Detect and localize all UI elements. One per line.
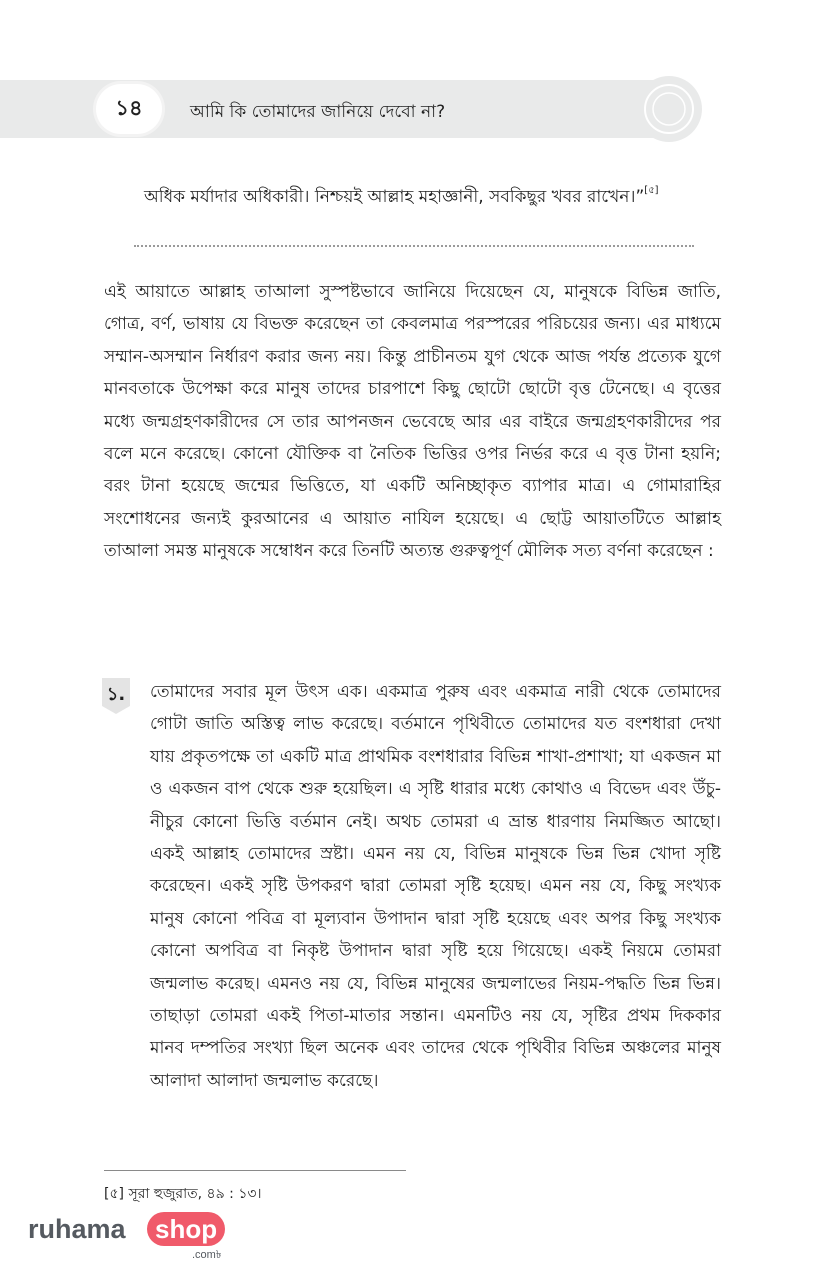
list-number: ১.: [106, 684, 126, 705]
footnote-marker: [৫]: [104, 1186, 125, 1202]
body-paragraph: এই আয়াতে আল্লাহ তাআলা সুস্পষ্টভাবে জানিয়ে দিয়েছেন যে, মানুষকে বিভিন্ন জাতি, গোত্র, বর্ণ, ভাষায় যে বিভক্ত করেছেন তা কেবলমাত্র পরস্পরের পরিচয়ের জন্য। এর মাধ্যমে সম্মান-অসম্মান নির্ধারণ করার জন্য নয়। কিন্তু প্রাচীনতম যুগ থেকে আজ পর্যন্ত প্রত্যেক যুগে মানবতাকে উপেক্ষা করে মানুষ তাদের চারপাশে কিছু ছোটো ছোটো বৃত্ত টেনেছে। এ বৃত্তের মধ্যে জন্মগ্রহণকারীদের সে তার আপনজন ভেবেছে আর এর বাইরে জন্মগ্রহণকারীদের পর বলে মনে করেছে। কোনো যৌক্তিক বা নৈতিক ভিত্তির ওপর নির্ভর করে এ বৃত্ত টানা হয়নি; বরং টানা হয়েছে জন্মের ভিত্তিতে, যা একটি অনিচ্ছাকৃত ব্যাপার মাত্র। এ গোমারাহির সংশোধনের জন্যই কুরআনের এ আয়াত নাযিল হয়েছে। এ ছোট্ট আয়াতটিতে আল্লাহ তাআলা সমস্ত মানুষকে সম্বোধন করে তিনটি অত্যন্ত গুরুত্বপূর্ণ মৌলিক সত্য বর্ণনা করেছেন :: [104, 282, 721, 562]
footnote: [104, 1182, 262, 1206]
quote-text: অধিক মর্যাদার অধিকারী। নিশ্চয়ই আল্লাহ মহাজ্ঞানী, সবকিছুর খবর রাখেন।”: [144, 187, 645, 207]
page-number: ১৪: [96, 84, 162, 134]
list-item: তোমাদের সবার মূল উৎস এক। একমাত্র পুরুষ এবং একমাত্র নারী থেকে তোমাদের গোটা জাতি অস্তিত্ব লাভ করেছে। বর্তমানে পৃথিবীতে তোমাদের যত বংশধারা দেখা যায় প্রকৃতপক্ষে তা একটি মাত্র প্রাথমিক বংশধারার বিভিন্ন শাখা-প্রশাখা; যা একজন মা ও একজন বাপ থেকে শুরু হয়েছিল। এ সৃষ্টি ধারার মধ্যে কোথাও এ বিভেদ এবং উঁচু-নীচুর কোনো ভিত্তি বর্তমান নেই। অথচ তোমরা এ ভ্রান্ত ধারণায় নিমজ্জিত আছো। একই আল্লাহ তোমাদের স্রষ্টা। এমন নয় যে, বিভিন্ন মানুষকে ভিন্ন ভিন্ন খোদা সৃষ্টি করেছেন। একই সৃষ্টি উপকরণ দ্বারা তোমরা সৃষ্টি হয়েছ। এমন নয় যে, কিছু সংখ্যক মানুষ কোনো পবিত্র বা মূল্যবান উপাদান দ্বারা সৃষ্টি হয়েছে এবং অপর কিছু সংখ্যক কোনো অপবিত্র বা নিকৃষ্ট উপাদান দ্বারা সৃষ্টি হয়ে গিয়েছে। একই নিয়মে তোমরা জন্মলাভ করেছ। এমনও নয় যে, বিভিন্ন মানুষের জন্মলাভের নিয়ম-পদ্ধতি ভিন্ন ভিন্ন। তাছাড়া তোমরা একই পিতা-মাতার সন্তান। এমনটিও নয় যে, সৃষ্টির প্রথম দিককার মানব দম্পতির সংখ্যা ছিল অনেক এবং তাদের থেকে পৃথিবীর বিভিন্ন অঞ্চলের মানুষ আলাদা আলাদা জন্মলাভ করেছে।: [150, 682, 721, 1091]
quote-footnote-ref[interactable]: [৫]: [644, 185, 659, 196]
logo-shop-text: shop: [147, 1212, 225, 1246]
logo-ruhama-text: ruhama: [28, 1214, 126, 1244]
logo-domain-text: .com৳: [192, 1249, 222, 1261]
header-ornament-icon: [632, 72, 706, 146]
quote-block: [144, 176, 684, 212]
ruhamashop-logo: [28, 1212, 238, 1260]
running-header-title: আমি কি তোমাদের জানিয়ে দেবো না?: [190, 102, 446, 122]
footnote-text: সূরা হুজুরাত, ৪৯ : ১৩।: [128, 1186, 262, 1202]
footnote-divider: [104, 1170, 406, 1171]
dotted-separator: [134, 245, 694, 247]
list-number-badge: [98, 676, 134, 716]
